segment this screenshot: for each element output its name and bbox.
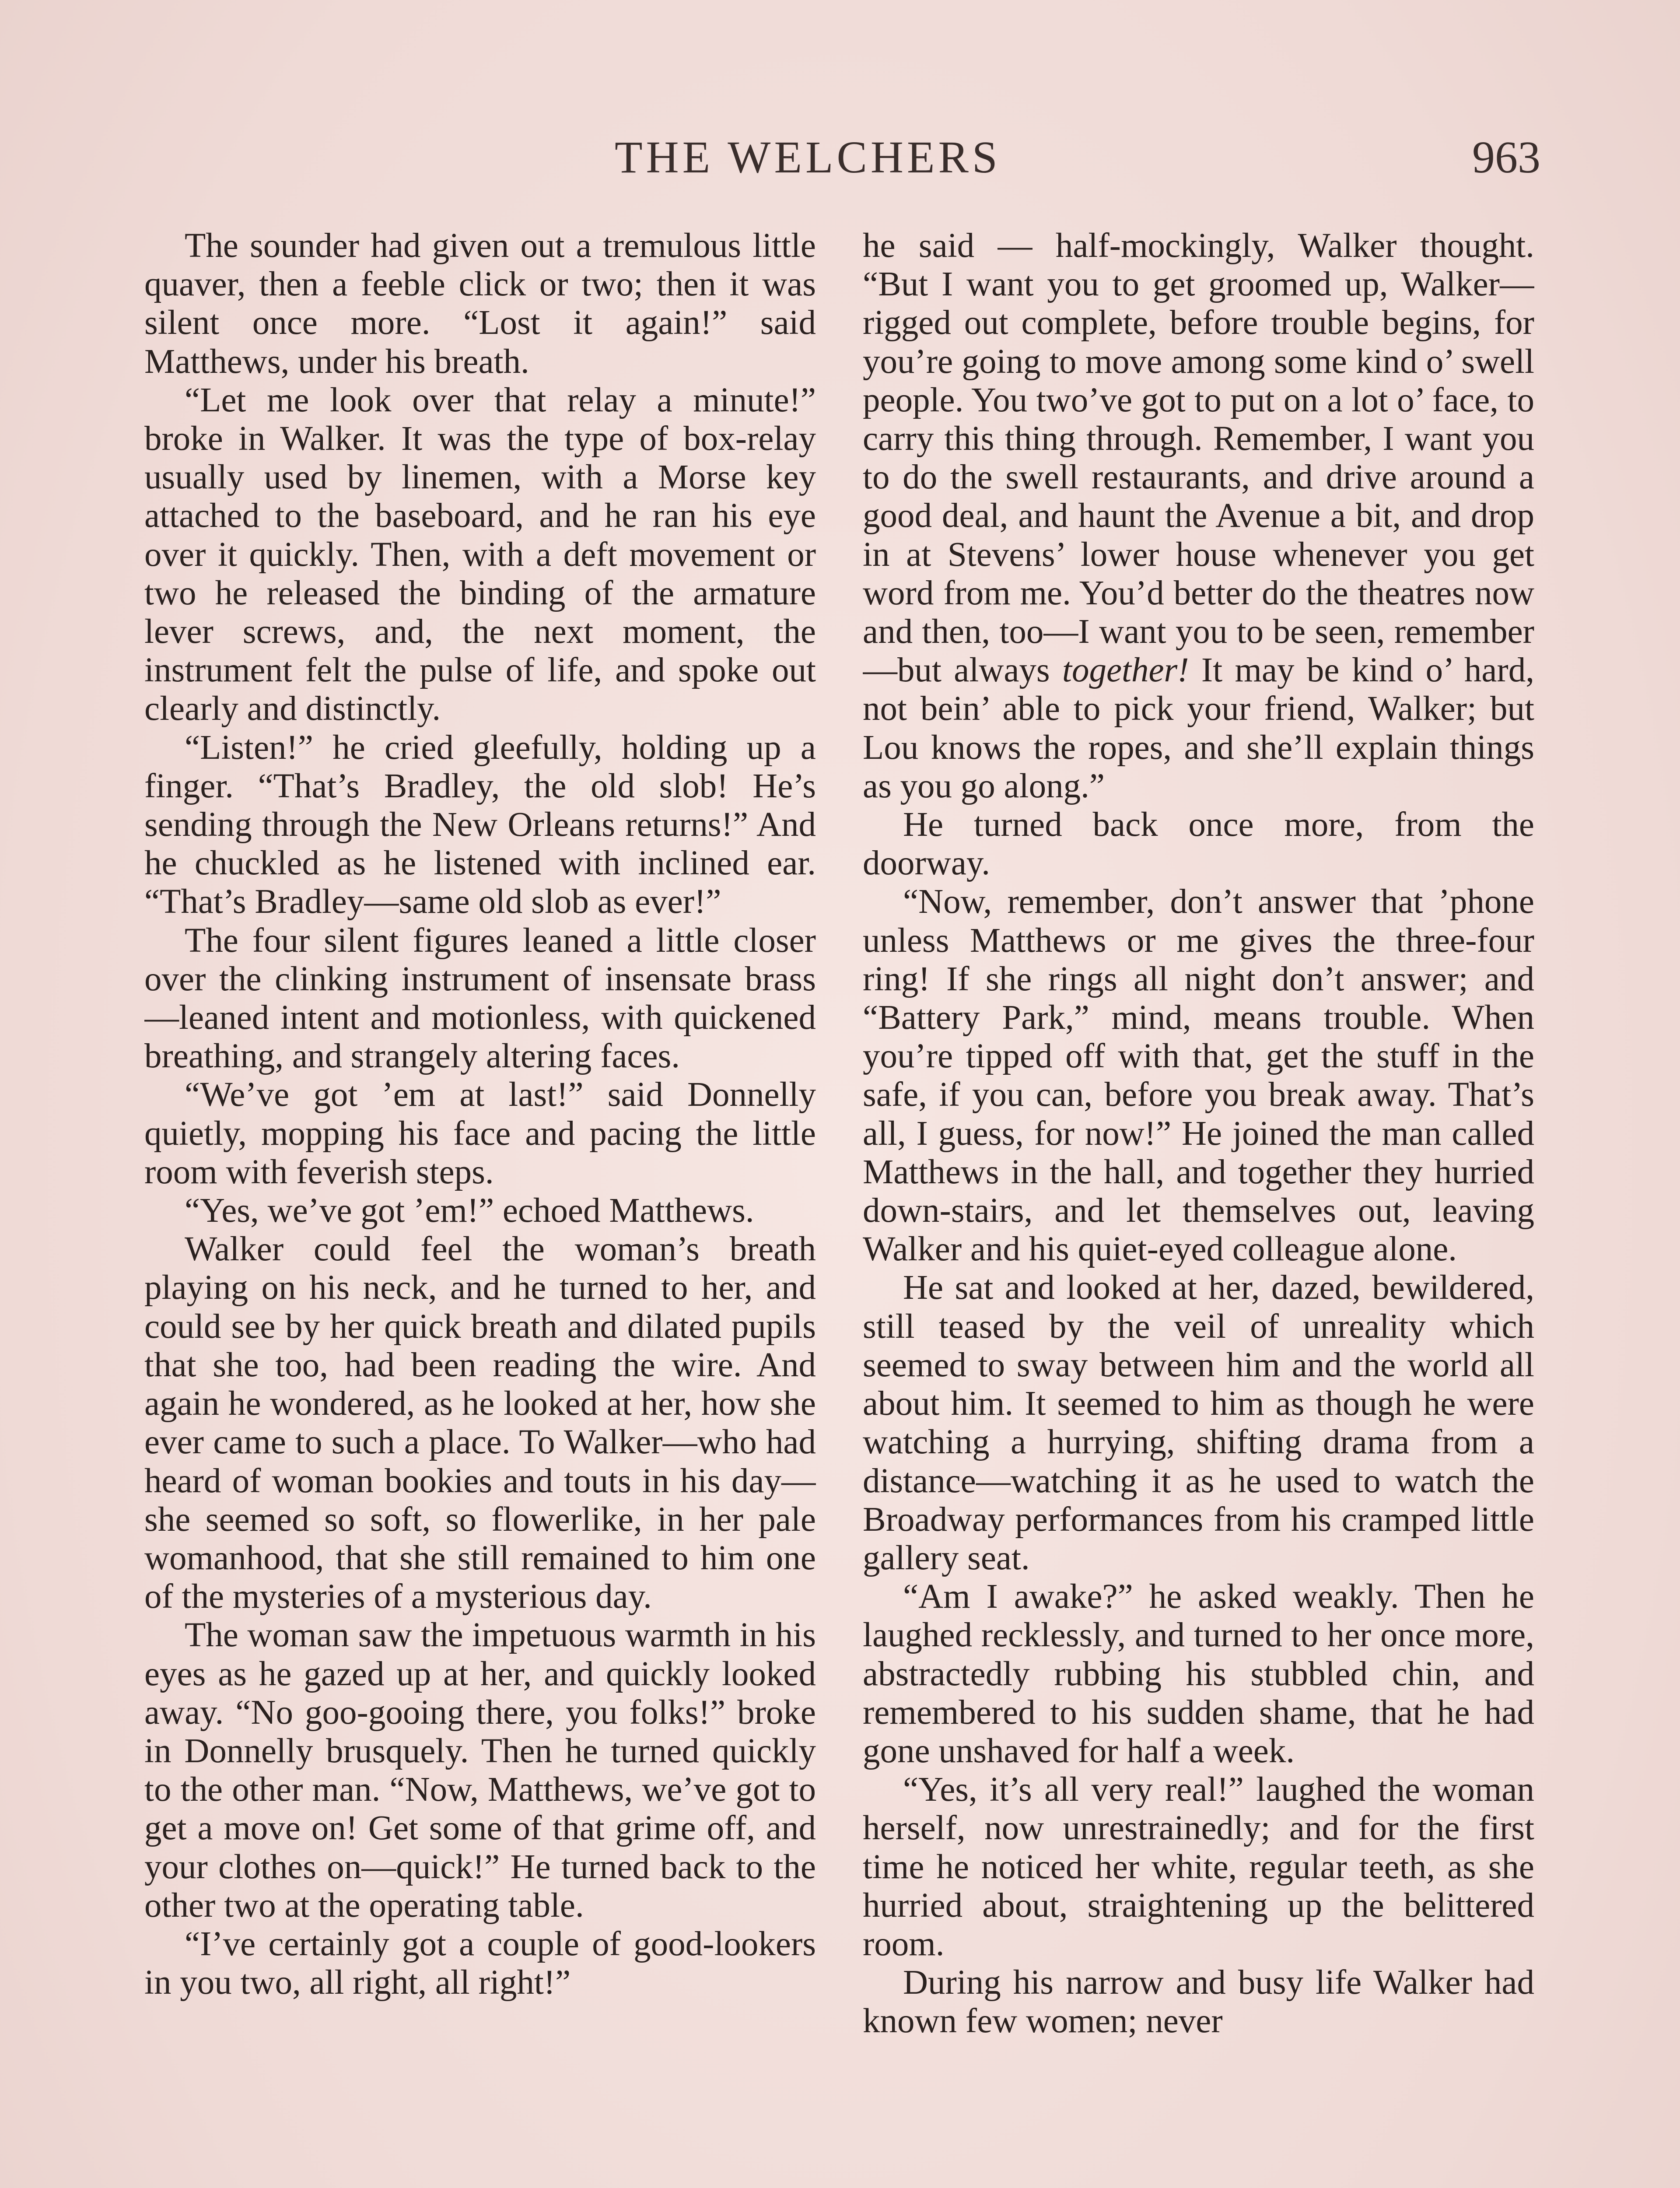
paragraph: “We’ve got ’em at last!” said Donnelly quietly, mopping his face and pacing the little room with feverish steps. (144, 1076, 816, 1191)
emphasized-text: together! (1062, 651, 1189, 690)
continued-paragraph (863, 227, 1534, 806)
paragraph: The woman saw the impetuous warmth in his eyes as he gazed up at her, and quickly looked away. “No goo-gooing there, you folks!” broke in Donnelly brusquely. Then he turned quickly to the other man. “Now, Matthews, we’ve got to get a move on! Get some of that grime off, and your clothes on—quick!” He turned back to the other two at the operating table. (144, 1616, 816, 1925)
paragraph: He sat and looked at her, dazed, bewildered, still teased by the veil of unreality which seemed to sway between him and the world all about him. It seemed to him as though he were watching a hurrying, shifting drama from a distance—watching it as he used to watch the Broadway performances from his cramped little gallery seat. (863, 1269, 1534, 1577)
page-header (0, 131, 1680, 193)
continued-text: It may be kind o’ hard, not bein’ able to pick your friend, Walker; but Lou knows the ropes, and she’ll explain things as you go along.” (863, 651, 1534, 805)
paragraph: He turned back once more, from the doorway. (863, 806, 1534, 883)
paragraph: “Yes, we’ve got ’em!” echoed Matthews. (185, 1192, 754, 1230)
paragraph: The four silent figures leaned a little closer over the clinking instrument of insensate brass—leaned intent and motionless, with quickened breathing, and strangely altering faces. (144, 921, 816, 1076)
right-text-column (863, 227, 1534, 2188)
paragraph: The sounder had given out a tremulous little quaver, then a feeble click or two; then it was silent once more. “Lost it again!” said Matthews, under his breath. (144, 227, 816, 381)
left-text-column (144, 227, 816, 2188)
continued-text: he said — half-mockingly, Walker thought. “But I want you to get groomed up, Walker—rigged out complete, before trouble begins, for you’re going to move among some kind o’ swell people. You two’ve got to put on a lot o’ face, to carry this thing through. Remember, I want you to do the swell restaurants, and drive around a good deal, and haunt the Avenue a bit, and drop in at Stevens’ lower house whenever you get word from me. You’d better do the theatres now and then, too—I want you to be seen, remember—but always (863, 227, 1534, 690)
paragraph: “Yes, it’s all very real!” laughed the woman herself, now unrestrainedly; and for the first time he noticed her white, regular teeth, as she hurried about, straightening up the belittered room. (863, 1771, 1534, 1963)
paragraph: “I’ve certainly got a couple of good-lookers in you two, all right, all right!” (144, 1925, 816, 2002)
paragraph: “Am I awake?” he asked weakly. Then he laughed recklessly, and turned to her once more, abstractedly rubbing his stubbled chin, and remembered to his sudden shame, that he had gone unshaved for half a week. (863, 1578, 1534, 1770)
paragraph: “Let me look over that relay a minute!” broke in Walker. It was the type of box-relay usually used by linemen, with a Morse key attached to the baseboard, and he ran his eye over it quickly. Then, with a deft movement or two he released the binding of the armature lever screws, and, the next moment, the instrument felt the pulse of life, and spoke out clearly and distinctly. (144, 381, 816, 728)
paragraph: Walker could feel the woman’s breath playing on his neck, and he turned to her, and could see by her quick breath and dilated pupils that she too, had been reading the wire. And again he wondered, as he looked at her, how she ever came to such a place. To Walker—who had heard of woman bookies and touts in his day—she seemed so soft, so flowerlike, in her pale womanhood, that she still remained to him one of the mysteries of a mysterious day. (144, 1230, 816, 1616)
page-number: 963 (1472, 132, 1540, 182)
running-title: THE WELCHERS (615, 132, 1001, 182)
paragraph: “Listen!” he cried gleefully, holding up a finger. “That’s Bradley, the old slob! He’s sending through the New Orleans returns!” And he chuckled as he listened with inclined ear. “That’s Bradley—same old slob as ever!” (144, 728, 816, 921)
paragraph: During his narrow and busy life Walker had known few women; never (863, 1964, 1534, 2041)
paragraph: “Now, remember, don’t answer that ’phone unless Matthews or me gives the three-four ring! If she rings all night don’t answer; and “Battery Park,” mind, means trouble. When you’re tipped off with that, get the stuff in the safe, if you can, before you break away. That’s all, I guess, for now!” He joined the man called Matthews in the hall, and together they hurried down-stairs, and let themselves out, leaving Walker and his quiet-eyed colleague alone. (863, 883, 1534, 1269)
